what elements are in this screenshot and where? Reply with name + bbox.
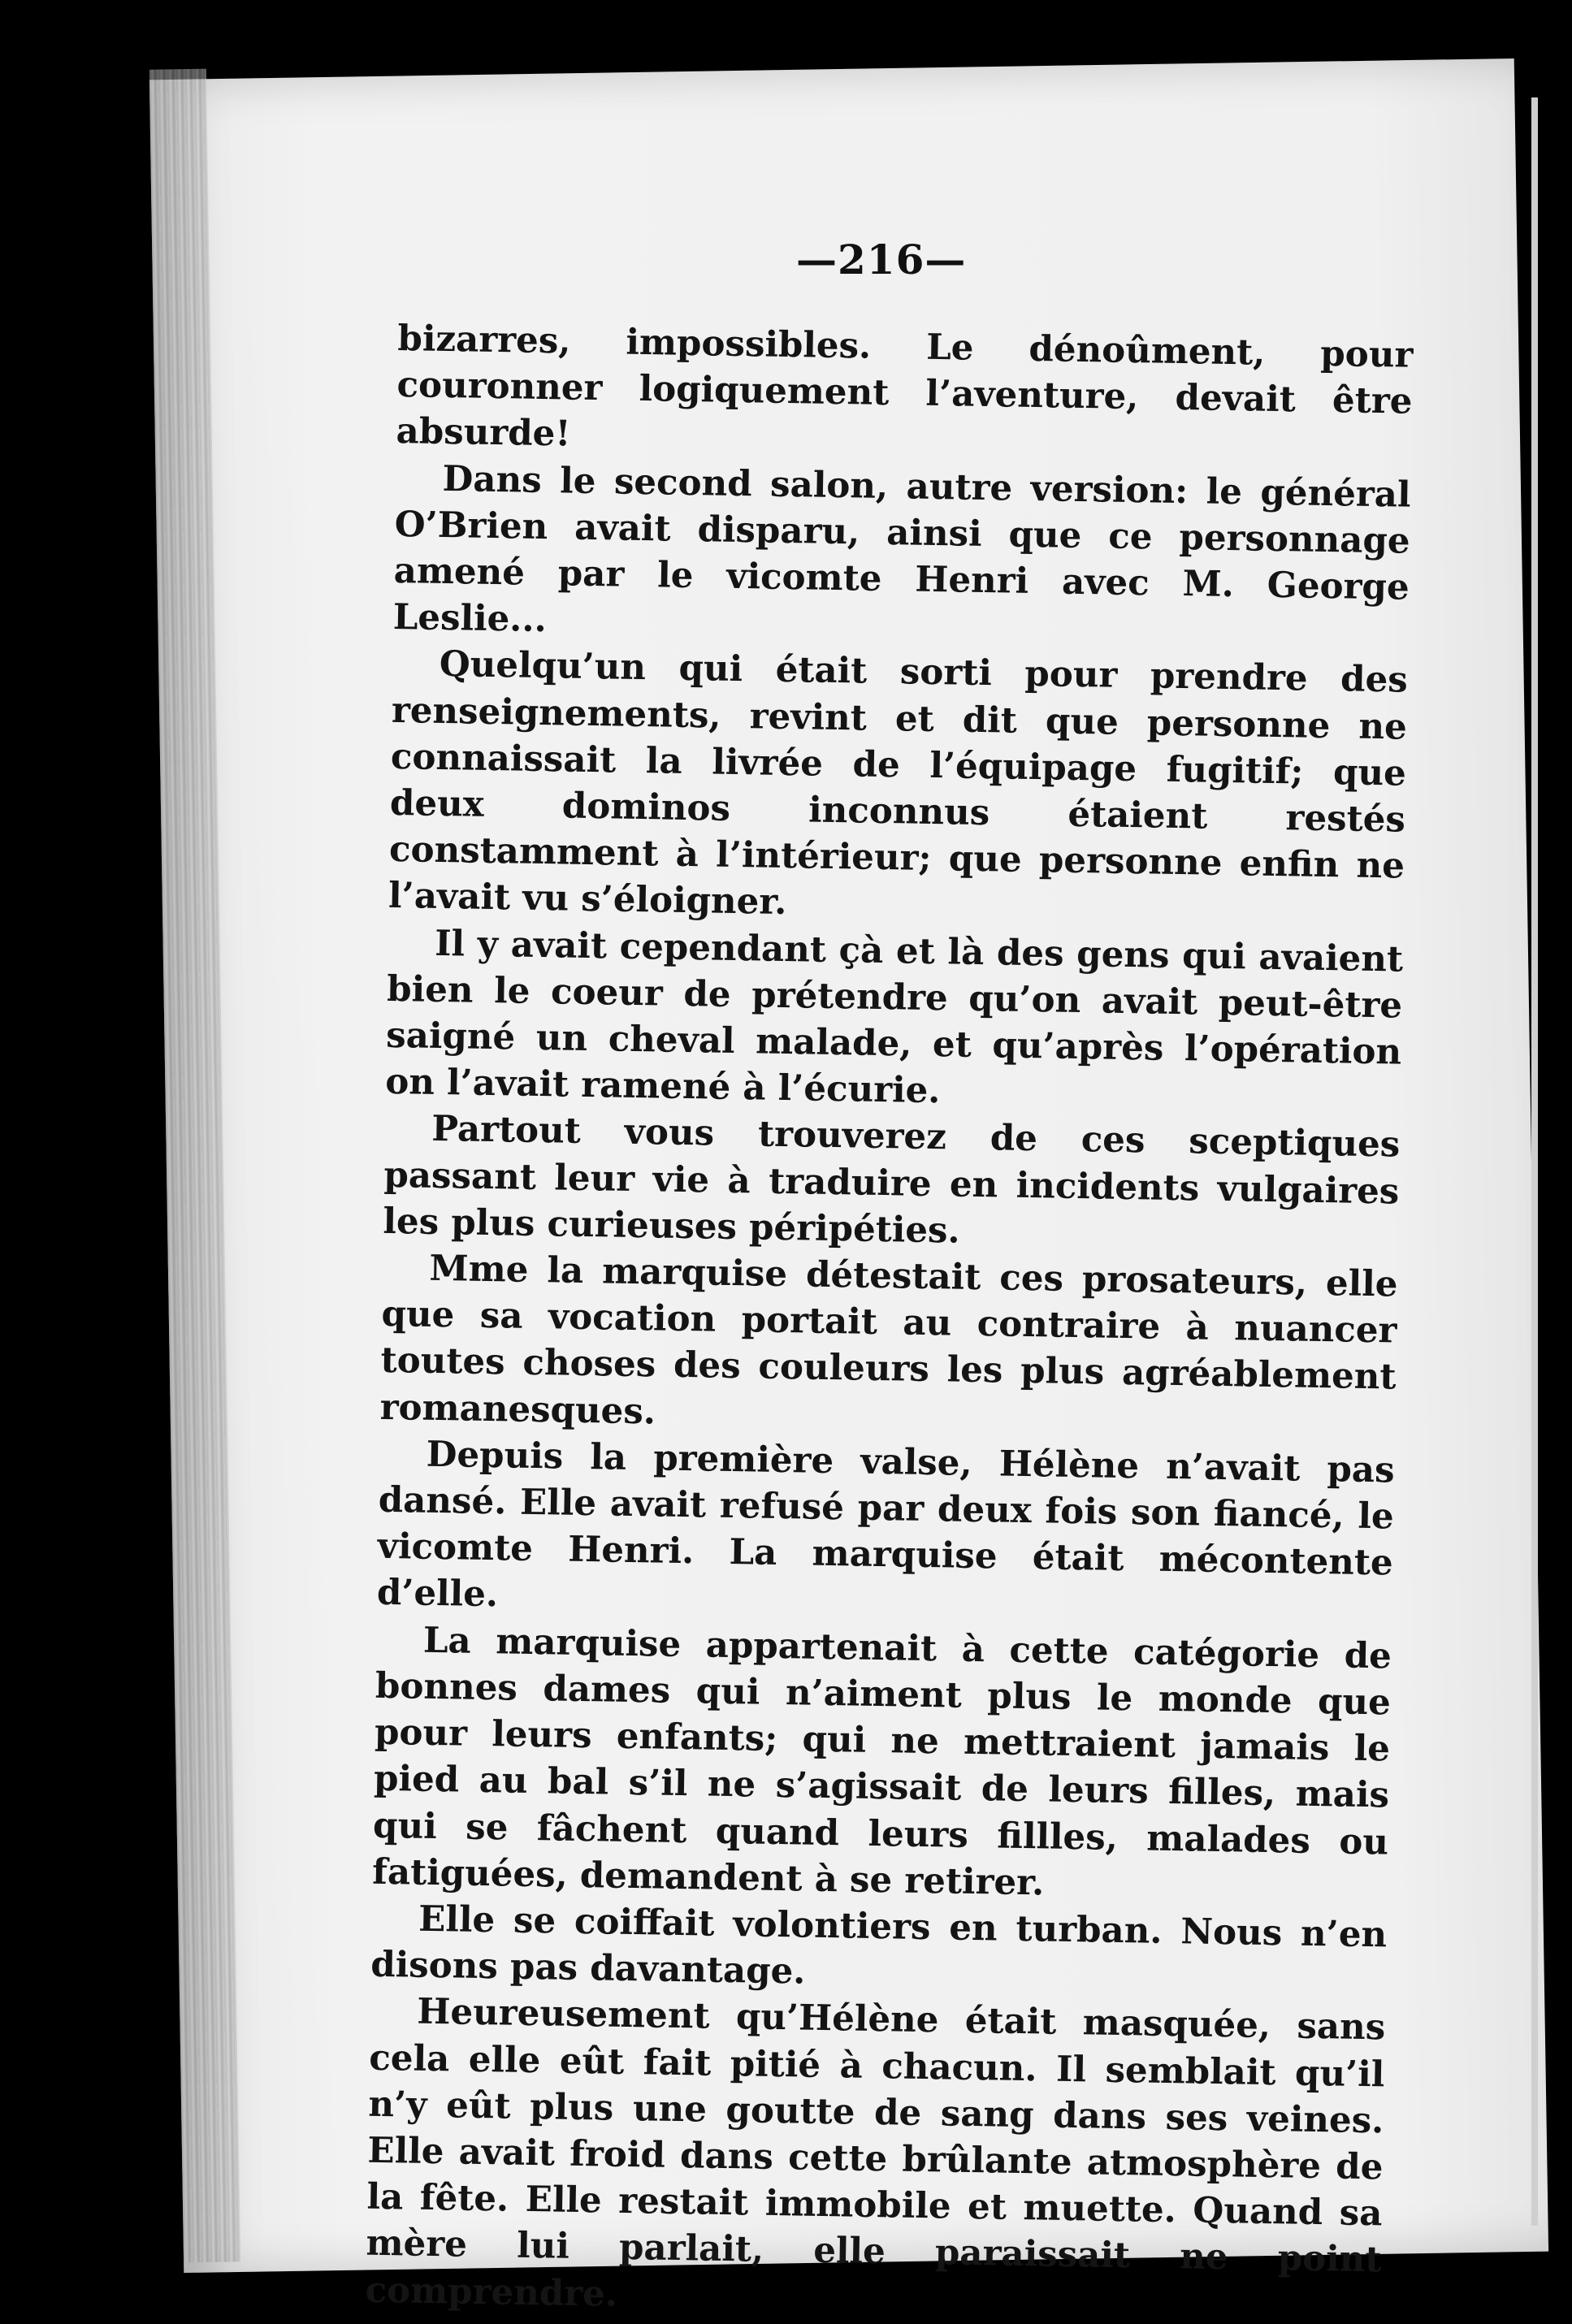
paragraph: Elle se coiffait volontiers en turban. Nous n’en disons pas davantage.: [370, 1898, 1388, 1993]
body-text: [365, 315, 1414, 2324]
page-edge: [1531, 97, 1538, 2226]
paragraph: La marquise appartenait à cette catégorie de bonnes dames qui n’aiment plus le monde que pour leurs enfants; qui ne mettraient jamais le pied au bal s’il ne s’agissait de leurs filles, mais qui se fâchent quand leurs fillles, malades ou fatiguées, demandent à se retirer.: [371, 1619, 1392, 1904]
paragraph: Partout vous trouverez de ces sceptiques passant leur vie à traduire en incidents vulgaires les plus curieuses péripéties.: [383, 1108, 1401, 1252]
paragraph: Il y avait cependant çà et là des gens qui avaient bien le coeur de prétendre qu’on avait peut-être saigné un cheval malade, et qu’après l’opération on l’avait ramené à l’écurie.: [384, 922, 1404, 1112]
paragraph: Mme la marquise détestait ces prosateurs, elle que sa vocation portait au contraire à nuancer toutes choses des couleurs les plus agréablement romanesques.: [379, 1247, 1398, 1433]
paragraph: Heureusement qu’Hélène était masquée, sans cela elle eût fait pitié à chacun. Il semblait qu’il n’y eût plus une goutte de sang dans ses veines. Elle avait froid dans cette brûlante atmosphère de la fête. Elle restait immobile et muette. Quand sa mère lui parlait, elle paraissait ne point comprendre.: [365, 1990, 1386, 2315]
paragraph: Quelqu’un qui était sorti pour prendre des renseignements, revint et dit que personne ne connaissait la livrée de l’équipage fugitif; que deux dominos inconnus étaient restés constamment à l’intérieur; que personne enfin ne l’avait vu s’éloigner.: [388, 643, 1409, 924]
paragraph: Depuis la première valse, Hélène n’avait pas dansé. Elle avait refusé par deux fois son fiancé, le vicomte Henri. La marquise était mécontente d’elle.: [376, 1433, 1396, 1616]
paragraph: Dans le second salon, autre version: le général O’Brien avait disparu, ainsi que ce personnage amené par le vicomte Henri avec M. George Leslie...: [392, 457, 1411, 641]
paragraph: bizarres, impossibles. Le dénoûment, pour couronner logiquement l’aventure, devait être absurde!: [396, 317, 1414, 455]
page-number: —216—: [796, 236, 967, 283]
